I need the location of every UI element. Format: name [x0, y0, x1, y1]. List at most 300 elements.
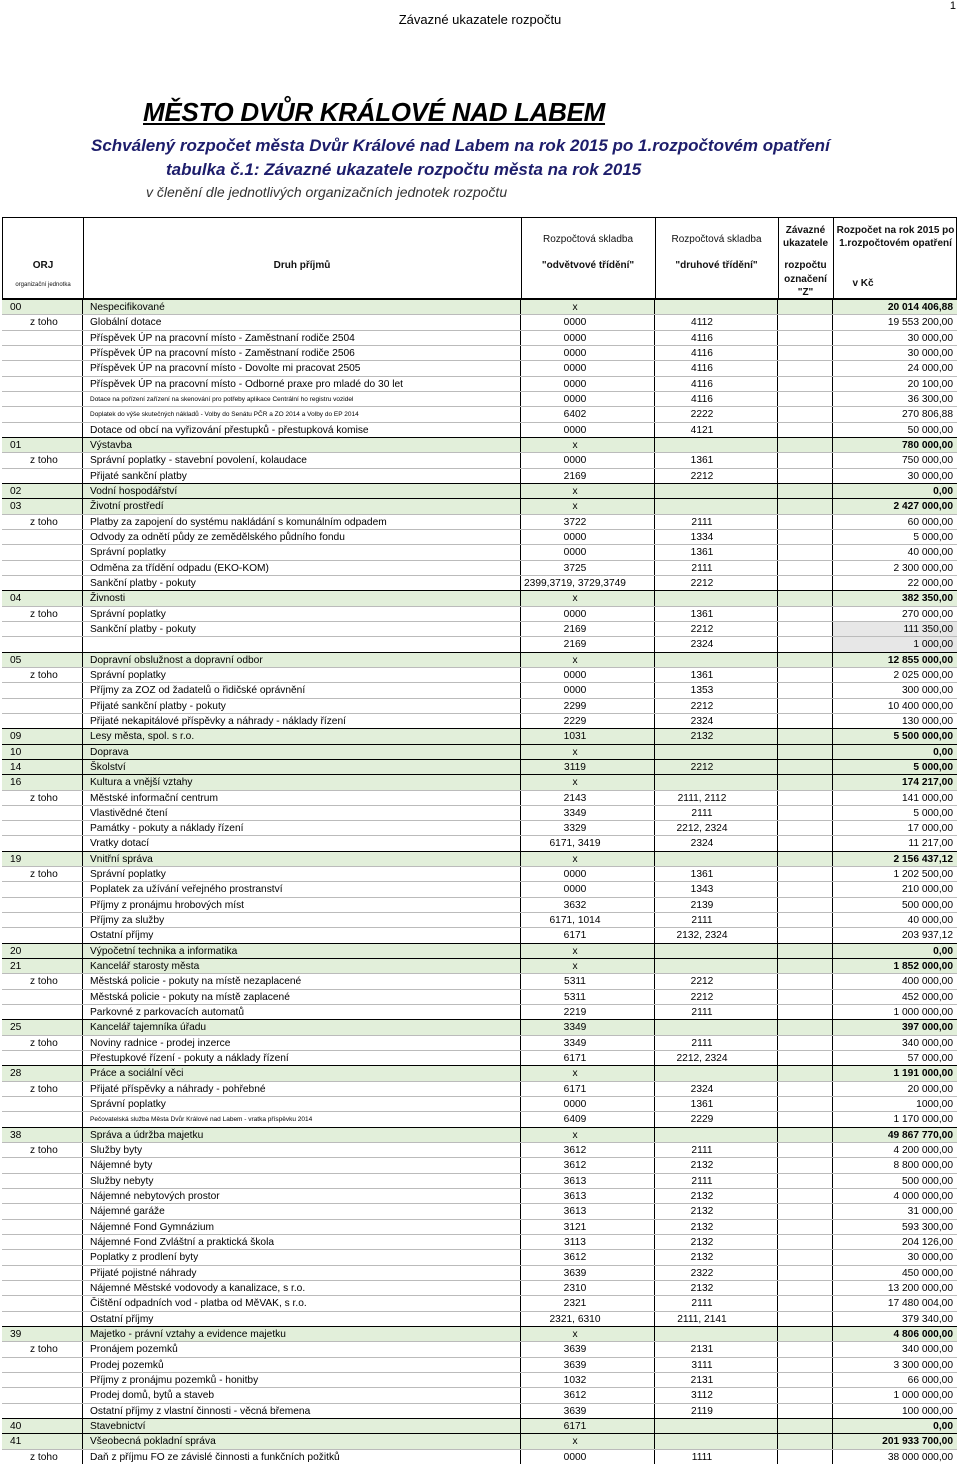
row-dru: 4116 — [691, 332, 713, 344]
row-name: Městské informační centrum — [90, 792, 218, 804]
row-amount: 201 933 700,00 — [882, 1436, 953, 1448]
row-amount: 20 014 406,88 — [887, 302, 953, 313]
row-odv: 0000 — [563, 317, 587, 329]
table-subtitle: v členění dle jednotlivých organizačních jednotek rozpočtu — [146, 184, 508, 200]
row-odv: 0000 — [563, 685, 587, 697]
row-dru: 2132 — [690, 1160, 714, 1172]
row-odv: 6171 — [563, 1083, 587, 1095]
table-row — [2, 1357, 957, 1372]
row-name: Příspěvek ÚP na pracovní místo - Dovolte mi pracovat 2505 — [90, 363, 361, 375]
row-name: Noviny radnice - prodej inzerce — [90, 1037, 231, 1049]
row-amount: 1 000,00 — [832, 637, 957, 652]
row-dru: 1353 — [690, 685, 714, 697]
row-orj: 28 — [10, 1068, 22, 1080]
row-odv: 2169 — [563, 623, 587, 635]
row-amount: 204 126,00 — [902, 1237, 953, 1249]
row-dru: 2111 — [691, 1175, 713, 1187]
row-name: Příjmy za služby — [90, 915, 165, 927]
row-odv: 0000 — [563, 424, 587, 436]
table-row — [2, 391, 957, 406]
row-amount: 60 000,00 — [907, 516, 953, 528]
row-name: Nespecifikované — [90, 302, 165, 313]
table-row — [2, 1249, 957, 1264]
row-orj: 04 — [10, 593, 22, 605]
row-dru: 1334 — [690, 531, 714, 543]
row-name: Služby nebyty — [90, 1175, 154, 1187]
table-row — [2, 1081, 957, 1096]
table-row — [2, 1142, 957, 1157]
row-name: Prodej pozemků — [90, 1359, 164, 1371]
budget-table-body — [2, 299, 957, 1464]
table-row — [2, 1341, 957, 1356]
row-name: Městská policie - pokuty na místě nezaplacené — [90, 976, 302, 988]
row-name: Nájemné Městské vodovody a kanalizace, s r.o. — [90, 1283, 306, 1294]
table-row — [2, 422, 957, 437]
table-row — [2, 912, 957, 927]
row-amount: 5 000,00 — [913, 807, 953, 819]
row-dru: 2111 — [691, 516, 713, 528]
row-odv: 6409 — [563, 1114, 587, 1126]
row-name: Nájemné nebytových prostor — [90, 1191, 220, 1203]
row-odv: 0000 — [563, 393, 587, 405]
row-name: Příjmy za ZOZ od žadatelů o řidičské oprávnění — [90, 685, 306, 697]
row-amount: 11 217,00 — [908, 838, 953, 850]
row-amount: 20 100,00 — [907, 378, 953, 390]
row-name: Dotace na pořízení zařízení na skenování pro potřeby aplikace Centrální ho registru vozidel — [90, 395, 354, 403]
table-row-group — [2, 1433, 957, 1448]
row-name: Odměna za třídění odpadu (EKO-KOM) — [90, 562, 269, 574]
row-odv: 3632 — [563, 899, 587, 911]
row-odv: 3613 — [563, 1175, 587, 1187]
row-dru: 2212, 2324 — [676, 823, 728, 835]
row-name: Čištění odpadních vod - platba od MěVAK, s r.o. — [90, 1298, 307, 1310]
row-name: Práce a sociální věci — [90, 1068, 184, 1080]
row-dru: 2324 — [690, 838, 714, 850]
row-orj: 39 — [10, 1328, 22, 1340]
table-row — [2, 667, 957, 682]
row-name: Správní poplatky — [90, 1099, 166, 1111]
row-name: Správní poplatky — [90, 608, 166, 620]
row-dru: 2324 — [690, 715, 714, 727]
row-amount: 452 000,00 — [902, 991, 953, 1003]
row-orj: z toho — [30, 869, 58, 881]
row-name: Všeobecná pokladní správa — [90, 1436, 216, 1448]
row-dru: 3112 — [691, 1390, 713, 1402]
row-dru: 2111 — [691, 1037, 713, 1049]
row-odv: 6171 — [563, 1420, 587, 1432]
row-amount: 100 000,00 — [902, 1405, 953, 1417]
row-name: Pronájem pozemků — [90, 1344, 178, 1356]
row-amount: 49 867 770,00 — [887, 1129, 953, 1141]
col-odv-2: "odvětvové třídění" — [541, 260, 635, 271]
row-amount: 750 000,00 — [902, 455, 953, 467]
row-amount: 5 000,00 — [913, 761, 953, 773]
table-row — [2, 606, 957, 621]
row-odv: x — [572, 853, 578, 865]
table-row — [2, 636, 957, 651]
row-odv: 0000 — [563, 455, 587, 467]
table-row — [2, 1157, 957, 1172]
row-name: Platby za zapojení do systému nakládání s komunálním odpadem — [90, 516, 387, 528]
row-name: Památky - pokuty a náklady řízení — [90, 823, 244, 835]
row-name: Přijaté příspěvky a náhrady - pohřebné — [90, 1083, 266, 1095]
row-dru: 1361 — [690, 869, 714, 881]
table-row-group — [2, 851, 957, 866]
table-row-group — [2, 1127, 957, 1142]
row-amount: 19 553 200,00 — [887, 317, 953, 329]
row-dru: 2111, 2141 — [677, 1313, 727, 1325]
table-row-group — [2, 744, 957, 759]
table-row — [2, 1219, 957, 1234]
table-row — [2, 1111, 957, 1126]
row-odv: 0000 — [563, 669, 587, 681]
row-odv: 3612 — [563, 1160, 587, 1172]
table-row-group — [2, 774, 957, 789]
row-dru: 1111 — [691, 1451, 713, 1463]
table-row — [2, 1372, 957, 1387]
row-dru: 2139 — [690, 899, 714, 911]
row-odv: 3639 — [563, 1267, 587, 1279]
row-odv: 2310 — [563, 1283, 587, 1294]
row-odv: x — [572, 1436, 578, 1448]
row-orj: 01 — [10, 439, 22, 451]
row-odv: 0000 — [563, 332, 587, 344]
table-row-group — [2, 1418, 957, 1433]
row-odv: x — [572, 746, 578, 758]
row-amount: 22 000,00 — [907, 577, 953, 589]
row-dru: 2229 — [690, 1114, 714, 1126]
row-dru: 2212 — [690, 470, 714, 482]
row-orj: z toho — [30, 669, 58, 681]
table-row — [2, 682, 957, 697]
row-name: Vnitřní správa — [90, 853, 153, 865]
col-z-3: rozpočtu — [784, 260, 827, 271]
row-amount: 10 400 000,00 — [887, 700, 953, 712]
row-name: Doplatek do výše skutečných nákladů - Volby do Senátu PČR a ZO 2014 a Volby do EP 2014 — [90, 411, 359, 419]
col-amt-2: 1.rozpočtovém opatření — [839, 238, 952, 249]
row-odv: 3349 — [563, 1037, 587, 1049]
row-amount: 17 000,00 — [907, 823, 953, 835]
table-row — [2, 1234, 957, 1249]
row-odv: x — [572, 501, 578, 513]
row-amount: 3 300 000,00 — [893, 1359, 953, 1371]
row-dru: 2131 — [690, 1344, 714, 1356]
row-odv: 3612 — [563, 1390, 587, 1402]
row-amount: 0,00 — [933, 485, 953, 497]
row-amount: 4 000 000,00 — [893, 1191, 953, 1203]
row-amount: 130 000,00 — [902, 715, 953, 727]
row-name: Správní poplatky — [90, 869, 166, 881]
row-odv: 6171 — [563, 1053, 587, 1065]
row-name: Daň z příjmu FO ze závislé činnosti a funkčních požitků — [90, 1451, 340, 1463]
city-title: MĚSTO DVŮR KRÁLOVÉ NAD LABEM — [143, 97, 606, 127]
row-dru: 1361 — [690, 547, 714, 559]
row-amount: 40 000,00 — [907, 915, 953, 927]
table-row — [2, 1035, 957, 1050]
row-dru: 2324 — [690, 1083, 714, 1095]
row-amount: 20 000,00 — [907, 1083, 953, 1095]
table-row-group — [2, 1019, 957, 1034]
row-name: Poplatek za užívání veřejného prostranství — [90, 884, 283, 896]
row-dru: 2111, 2112 — [677, 792, 727, 804]
table-row — [2, 330, 957, 345]
row-name: Ostatní příjmy — [90, 1313, 154, 1325]
row-name: Živnosti — [90, 593, 126, 605]
row-orj: 00 — [10, 302, 22, 313]
table-row — [2, 1280, 957, 1295]
row-amount: 13 200 000,00 — [887, 1283, 953, 1294]
row-odv: 3639 — [563, 1405, 587, 1417]
row-dru: 2132 — [690, 1237, 714, 1249]
row-amount: 8 800 000,00 — [893, 1160, 953, 1172]
row-amount: 4 200 000,00 — [893, 1145, 953, 1157]
row-name: Nájemné Fond Gymnázium — [90, 1221, 214, 1233]
row-amount: 593 300,00 — [902, 1221, 953, 1233]
row-odv: 0000 — [563, 869, 587, 881]
row-odv: x — [572, 961, 578, 973]
row-amount: 400 000,00 — [902, 976, 953, 988]
row-dru: 2222 — [690, 409, 714, 421]
row-odv: 3612 — [563, 1145, 587, 1157]
row-dru: 2132 — [690, 1283, 714, 1294]
row-orj: 10 — [10, 746, 22, 758]
row-amount: 2 427 000,00 — [893, 501, 953, 513]
row-orj: z toho — [30, 976, 58, 988]
row-orj: z toho — [30, 1344, 58, 1356]
row-dru: 1361 — [690, 608, 714, 620]
table-row — [2, 1050, 957, 1065]
row-name: Vlastivědné čtení — [90, 807, 168, 819]
table-row-group — [2, 498, 957, 513]
row-amount: 24 000,00 — [907, 363, 953, 375]
row-orj: 09 — [10, 731, 22, 743]
row-odv: 3349 — [563, 807, 587, 819]
row-dru: 2212 — [690, 761, 714, 773]
row-odv: 0000 — [563, 884, 587, 896]
table-row — [2, 989, 957, 1004]
table-row — [2, 544, 957, 559]
col-odv-1: Rozpočtová skladba — [542, 234, 634, 245]
col-orj: ORJ — [32, 260, 54, 271]
row-odv: 6402 — [563, 409, 587, 421]
row-amount: 780 000,00 — [902, 439, 953, 451]
col-dru-2: "druhové třídění" — [675, 260, 758, 271]
table-row-group — [2, 759, 957, 774]
row-amount: 30 000,00 — [907, 332, 953, 344]
table-row-group — [2, 728, 957, 743]
col-druh: Druh příjmů — [273, 260, 331, 271]
table-row — [2, 345, 957, 360]
row-name: Dotace od obcí na vyřizování přestupků - přestupková komise — [90, 424, 369, 436]
row-amount: 300 000,00 — [902, 685, 953, 697]
row-name: Vratky dotací — [90, 838, 150, 850]
row-dru: 2132 — [690, 731, 714, 743]
row-dru: 3111 — [691, 1359, 713, 1371]
row-name: Správní poplatky — [90, 669, 166, 681]
row-odv: 2321 — [563, 1298, 587, 1310]
row-dru: 2322 — [690, 1267, 714, 1279]
table-row — [2, 1311, 957, 1326]
col-dru-1: Rozpočtová skladba — [671, 234, 762, 245]
table-row — [2, 468, 957, 483]
row-amount: 12 855 000,00 — [887, 654, 953, 666]
row-name: Přijaté sankční platby — [90, 470, 187, 482]
table-header — [2, 217, 957, 299]
table-row-group — [2, 437, 957, 452]
row-name: Příjmy z pronájmu hrobových míst — [90, 899, 244, 911]
row-orj: 05 — [10, 654, 22, 666]
row-orj: z toho — [30, 1145, 58, 1157]
row-odv: x — [572, 1328, 578, 1340]
table-row — [2, 713, 957, 728]
row-odv: x — [572, 302, 578, 313]
row-amount: 4 806 000,00 — [893, 1328, 953, 1340]
table-row — [2, 1295, 957, 1310]
row-name: Městská policie - pokuty na místě zaplacené — [90, 991, 290, 1003]
row-dru: 2111 — [691, 1298, 713, 1310]
row-orj: z toho — [30, 1083, 58, 1095]
row-odv: 5311 — [564, 976, 586, 988]
row-odv: 5311 — [564, 991, 586, 1003]
row-odv: 6171, 3419 — [549, 838, 601, 850]
row-odv: 0000 — [563, 378, 587, 390]
row-orj: 20 — [10, 945, 22, 957]
row-dru: 2111 — [691, 1007, 713, 1019]
row-name: Pečovatelská služba Města Dvůr Králové nad Labem - vratka příspěvku 2014 — [90, 1116, 313, 1124]
table-row — [2, 698, 957, 713]
row-amount: 382 350,00 — [902, 593, 953, 605]
row-amount: 174 217,00 — [902, 777, 953, 789]
row-amount: 500 000,00 — [902, 1175, 953, 1187]
row-odv: 2219 — [563, 1007, 587, 1019]
row-name: Nájemné Fond Zvláštní a praktická škola — [90, 1237, 275, 1249]
row-name: Životní prostředí — [90, 501, 164, 513]
row-odv: 0000 — [563, 547, 587, 559]
row-name: Ostatní příjmy — [90, 930, 154, 942]
row-odv: x — [572, 777, 578, 789]
col-z-5: "Z" — [797, 287, 814, 298]
row-name: Příspěvek ÚP na pracovní místo - Zaměstnaní rodiče 2504 — [90, 332, 355, 344]
row-odv: x — [572, 654, 578, 666]
table-row — [2, 1096, 957, 1111]
row-dru: 2212 — [690, 700, 714, 712]
row-odv: x — [572, 1068, 578, 1080]
row-dru: 4116 — [691, 393, 713, 405]
col-amt-1: Rozpočet na rok 2015 po — [836, 225, 955, 236]
row-name: Majetko - právní vztahy a evidence majetku — [90, 1328, 286, 1340]
row-odv: 1031 — [563, 731, 587, 743]
row-name: Odvody za odnětí půdy ze zemědělského půdního fondu — [90, 531, 345, 543]
row-name: Správa a údržba majetku — [90, 1129, 204, 1141]
table-row-group — [2, 483, 957, 498]
table-row — [2, 835, 957, 850]
table-row — [2, 1265, 957, 1280]
table-row — [2, 973, 957, 988]
row-odv: 3119 — [564, 761, 586, 773]
row-name: Školství — [90, 761, 126, 773]
row-name: Nájemné byty — [90, 1160, 153, 1172]
table-row — [2, 897, 957, 912]
table-row-group — [2, 958, 957, 973]
row-dru: 2132, 2324 — [676, 930, 728, 942]
row-amount: 30 000,00 — [907, 1252, 953, 1264]
row-dru: 2131 — [690, 1374, 714, 1386]
row-amount: 5 500 000,00 — [893, 731, 953, 743]
row-odv: 3725 — [563, 562, 587, 574]
row-odv: 3612 — [563, 1252, 587, 1264]
row-dru: 1361 — [690, 669, 714, 681]
row-amount: 40 000,00 — [907, 547, 953, 559]
table-row-group — [2, 1065, 957, 1080]
row-amount: 2 300 000,00 — [893, 562, 953, 574]
row-amount: 30 000,00 — [907, 470, 953, 482]
row-odv: 3349 — [563, 1022, 587, 1034]
row-dru: 2111 — [691, 807, 713, 819]
table-row-group — [2, 1326, 957, 1341]
row-orj: z toho — [30, 1451, 58, 1463]
row-odv: x — [572, 485, 578, 497]
table-row-group — [2, 652, 957, 667]
row-amount: 340 000,00 — [902, 1344, 953, 1356]
row-odv: 2321, 6310 — [549, 1313, 601, 1325]
row-amount: 1 852 000,00 — [893, 961, 953, 973]
row-name: Správní poplatky - stavební povolení, kolaudace — [90, 455, 307, 467]
row-dru: 2111 — [691, 915, 713, 927]
table-row — [2, 514, 957, 529]
row-name: Kancelář tajemníka úřadu — [90, 1022, 207, 1034]
row-odv: x — [572, 1129, 578, 1141]
row-orj: 16 — [10, 777, 22, 789]
row-odv: x — [572, 945, 578, 957]
row-amount: 141 000,00 — [902, 792, 953, 804]
row-amount: 0,00 — [933, 945, 953, 957]
row-name: Přestupkové řízení - pokuty a náklady řízení — [90, 1053, 289, 1065]
table-title: tabulka č.1: Závazné ukazatele rozpočtu města na rok 2015 — [166, 160, 642, 179]
row-orj: z toho — [30, 455, 58, 467]
row-orj: 40 — [10, 1420, 22, 1432]
row-orj: z toho — [30, 317, 58, 329]
row-amount: 30 000,00 — [907, 347, 953, 359]
row-dru: 2212 — [690, 577, 714, 589]
row-amount: 5 000,00 — [913, 531, 953, 543]
row-amount: 1 202 500,00 — [893, 869, 953, 881]
row-odv: 2399,3719, 3729,3749 — [524, 577, 626, 589]
row-odv: 3639 — [563, 1344, 587, 1356]
row-name: Kancelář starosty města — [90, 961, 200, 973]
page-number: 1 — [949, 0, 956, 12]
budget-subtitle: Schválený rozpočet města Dvůr Králové nad Labem na rok 2015 po 1.rozpočtovém opatření — [91, 136, 830, 155]
table-row — [2, 406, 957, 421]
row-amount: 38 000 000,00 — [887, 1451, 953, 1463]
row-amount: 2 156 437,12 — [893, 853, 953, 865]
row-dru: 4116 — [691, 347, 713, 359]
document-header-title: Závazné ukazatele rozpočtu — [398, 12, 562, 27]
table-row — [2, 575, 957, 590]
row-name: Globální dotace — [90, 317, 162, 329]
col-z-1: Závazné — [785, 225, 826, 236]
row-amount: 31 000,00 — [907, 1206, 953, 1218]
row-amount: 50 000,00 — [907, 424, 953, 436]
row-amount: 210 000,00 — [902, 884, 953, 896]
row-amount: 379 340,00 — [902, 1313, 953, 1325]
table-row — [2, 820, 957, 835]
col-z-4: označení — [784, 274, 827, 285]
row-amount: 340 000,00 — [902, 1037, 953, 1049]
table-row — [2, 1387, 957, 1402]
row-amount: 500 000,00 — [902, 899, 953, 911]
row-dru: 2212 — [690, 991, 714, 1003]
table-row — [2, 314, 957, 329]
